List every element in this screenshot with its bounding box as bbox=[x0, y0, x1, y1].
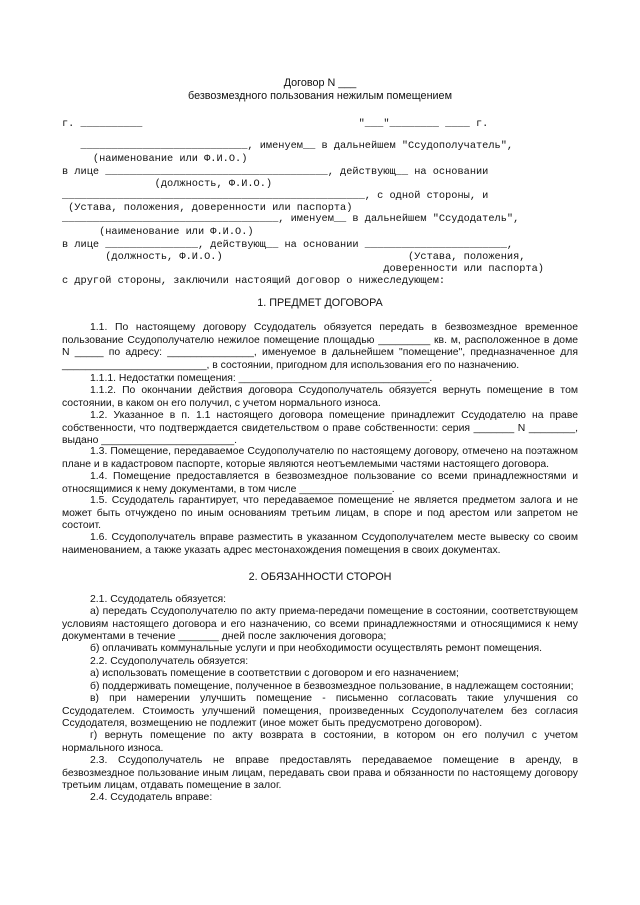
clause-2-1-a: а) передать Ссудополучателю по акту приема-передачи помещение в состоянии, соответствующем условиям настоящего договора и его назначению, со всеми принадлежностями и относящимися к нему документами в течение _______ дней после заключения договора; bbox=[62, 606, 578, 643]
contract-title: Договор N ___ bbox=[283, 77, 357, 89]
lender-rep-hint: (должность, Ф.И.О.) (Устава, положения, bbox=[62, 251, 526, 263]
clause-1-2: 1.2. Указанное в п. 1.1 настоящего договора помещение принадлежит Ссудодателю на праве собственности, что подтверждается свидетельством о праве собственности: серия _______ N ________, выдано _______________________. bbox=[62, 410, 578, 447]
borrower-basis-hint: (Устава, положения, доверенности или паспорта) bbox=[62, 202, 353, 214]
lender-basis-hint: доверенности или паспорта) bbox=[62, 263, 544, 275]
clause-2-4: 2.4. Ссудодатель вправе: bbox=[90, 792, 213, 803]
clause-2-2-g: г) вернуть помещение по акту возврата в состоянии, в котором он его получил с учетом нормального износа. bbox=[62, 730, 578, 754]
borrower-rep-hint: (должность, Ф.И.О.) bbox=[62, 178, 273, 190]
borrower-basis-line: _________________________________________________, с одной стороны, и bbox=[62, 190, 489, 202]
section-2-heading: 2. ОБЯЗАННОСТИ СТОРОН bbox=[248, 571, 392, 583]
clause-2-2-a: а) использовать помещение в соответствии с договором и его назначением; bbox=[90, 668, 459, 679]
clause-1-5: 1.5. Ссудодатель гарантирует, что передаваемое помещение не является предметом залога и не может быть отчуждено по иным основаниям третьим лицам, в споре и под арестом или запретом не состоит. bbox=[62, 495, 578, 532]
clause-2-2-b: б) поддерживать помещение, полученное в безвозмездное пользование, в надлежащем состоянии; bbox=[90, 681, 574, 692]
lender-name-line: ___________________________________, именуем__ в дальнейшем "Ссудодатель", bbox=[62, 213, 520, 225]
clause-1-3: 1.3. Помещение, передаваемое Ссудополучателю по настоящему договору, отмечено на поэтажном плане и в кадастровом паспорте, которые являются неотъемлемыми частями настоящего договора. bbox=[62, 446, 578, 470]
clause-1-1-2: 1.1.2. По окончании действия договора Ссудополучатель обязуется вернуть помещение в том состоянии, в каком он его получил, с учетом нормального износа. bbox=[62, 385, 578, 409]
contract-subtitle: безвозмездного пользования нежилым помещением bbox=[188, 90, 452, 102]
place-date-line: г. __________ "___"________ ____ г. bbox=[62, 118, 489, 130]
clause-2-3: 2.3. Ссудополучатель не вправе предоставлять передаваемое помещение в аренду, в безвозмездное пользование иным лицам, передавать свои права и обязанности по настоящему договору третьим лицам, отдавать помещение в залог. bbox=[62, 755, 578, 792]
lender-name-hint: (наименование или Ф.И.О.) bbox=[62, 226, 254, 238]
clause-2-2-v: в) при намерении улучшить помещение - письменно согласовать такие улучшения со Ссудодателем. Стоимость улучшений помещения, произведенных Ссудополучателем без согласия Ссудодателя, возмещению не подлежит (иное может быть предусмотрено договором). bbox=[62, 693, 578, 730]
clause-1-1-1: 1.1.1. Недостатки помещения: _________________________________. bbox=[90, 373, 433, 384]
clause-1-1: 1.1. По настоящему договору Ссудодатель обязуется передать в безвозмездное временное пользование Ссудополучателю нежилое помещение площадью _________ кв. м, расположенное в доме N _____ по адресу: _______________, именуемое в дальнейшем "помещение", предназначенное для _________________________, в состоянии, пригодном для использования его по назначению. bbox=[62, 322, 578, 371]
borrower-rep-line: в лице ____________________________________, действующ__ на основании bbox=[62, 166, 489, 178]
clause-2-1-b: б) оплачивать коммунальные услуги и при необходимости осуществлять ремонт помещения. bbox=[90, 643, 543, 654]
preamble-closing: с другой стороны, заключили настоящий договор о нижеследующем: bbox=[62, 275, 446, 287]
clause-1-4: 1.4. Помещение предоставляется в безвозмездное пользование со всеми принадлежностями и относящимися к нему документами, в том числе ________________. bbox=[62, 471, 578, 495]
clause-2-2: 2.2. Ссудополучатель обязуется: bbox=[90, 656, 249, 667]
borrower-name-line: ___________________________, именуем__ в дальнейшем "Ссудополучатель", bbox=[62, 140, 514, 152]
clause-2-1: 2.1. Ссудодатель обязуется: bbox=[90, 594, 227, 605]
lender-rep-line: в лице _______________, действующ__ на основании _______________________, bbox=[62, 239, 514, 251]
section-1-heading: 1. ПРЕДМЕТ ДОГОВОРА bbox=[257, 297, 383, 309]
borrower-name-hint: (наименование или Ф.И.О.) bbox=[62, 153, 248, 165]
clause-1-6: 1.6. Ссудополучатель вправе разместить в указанном Ссудополучателем месте вывеску со своим наименованием, а также указать адрес местонахождения помещения в своих документах. bbox=[62, 532, 578, 556]
